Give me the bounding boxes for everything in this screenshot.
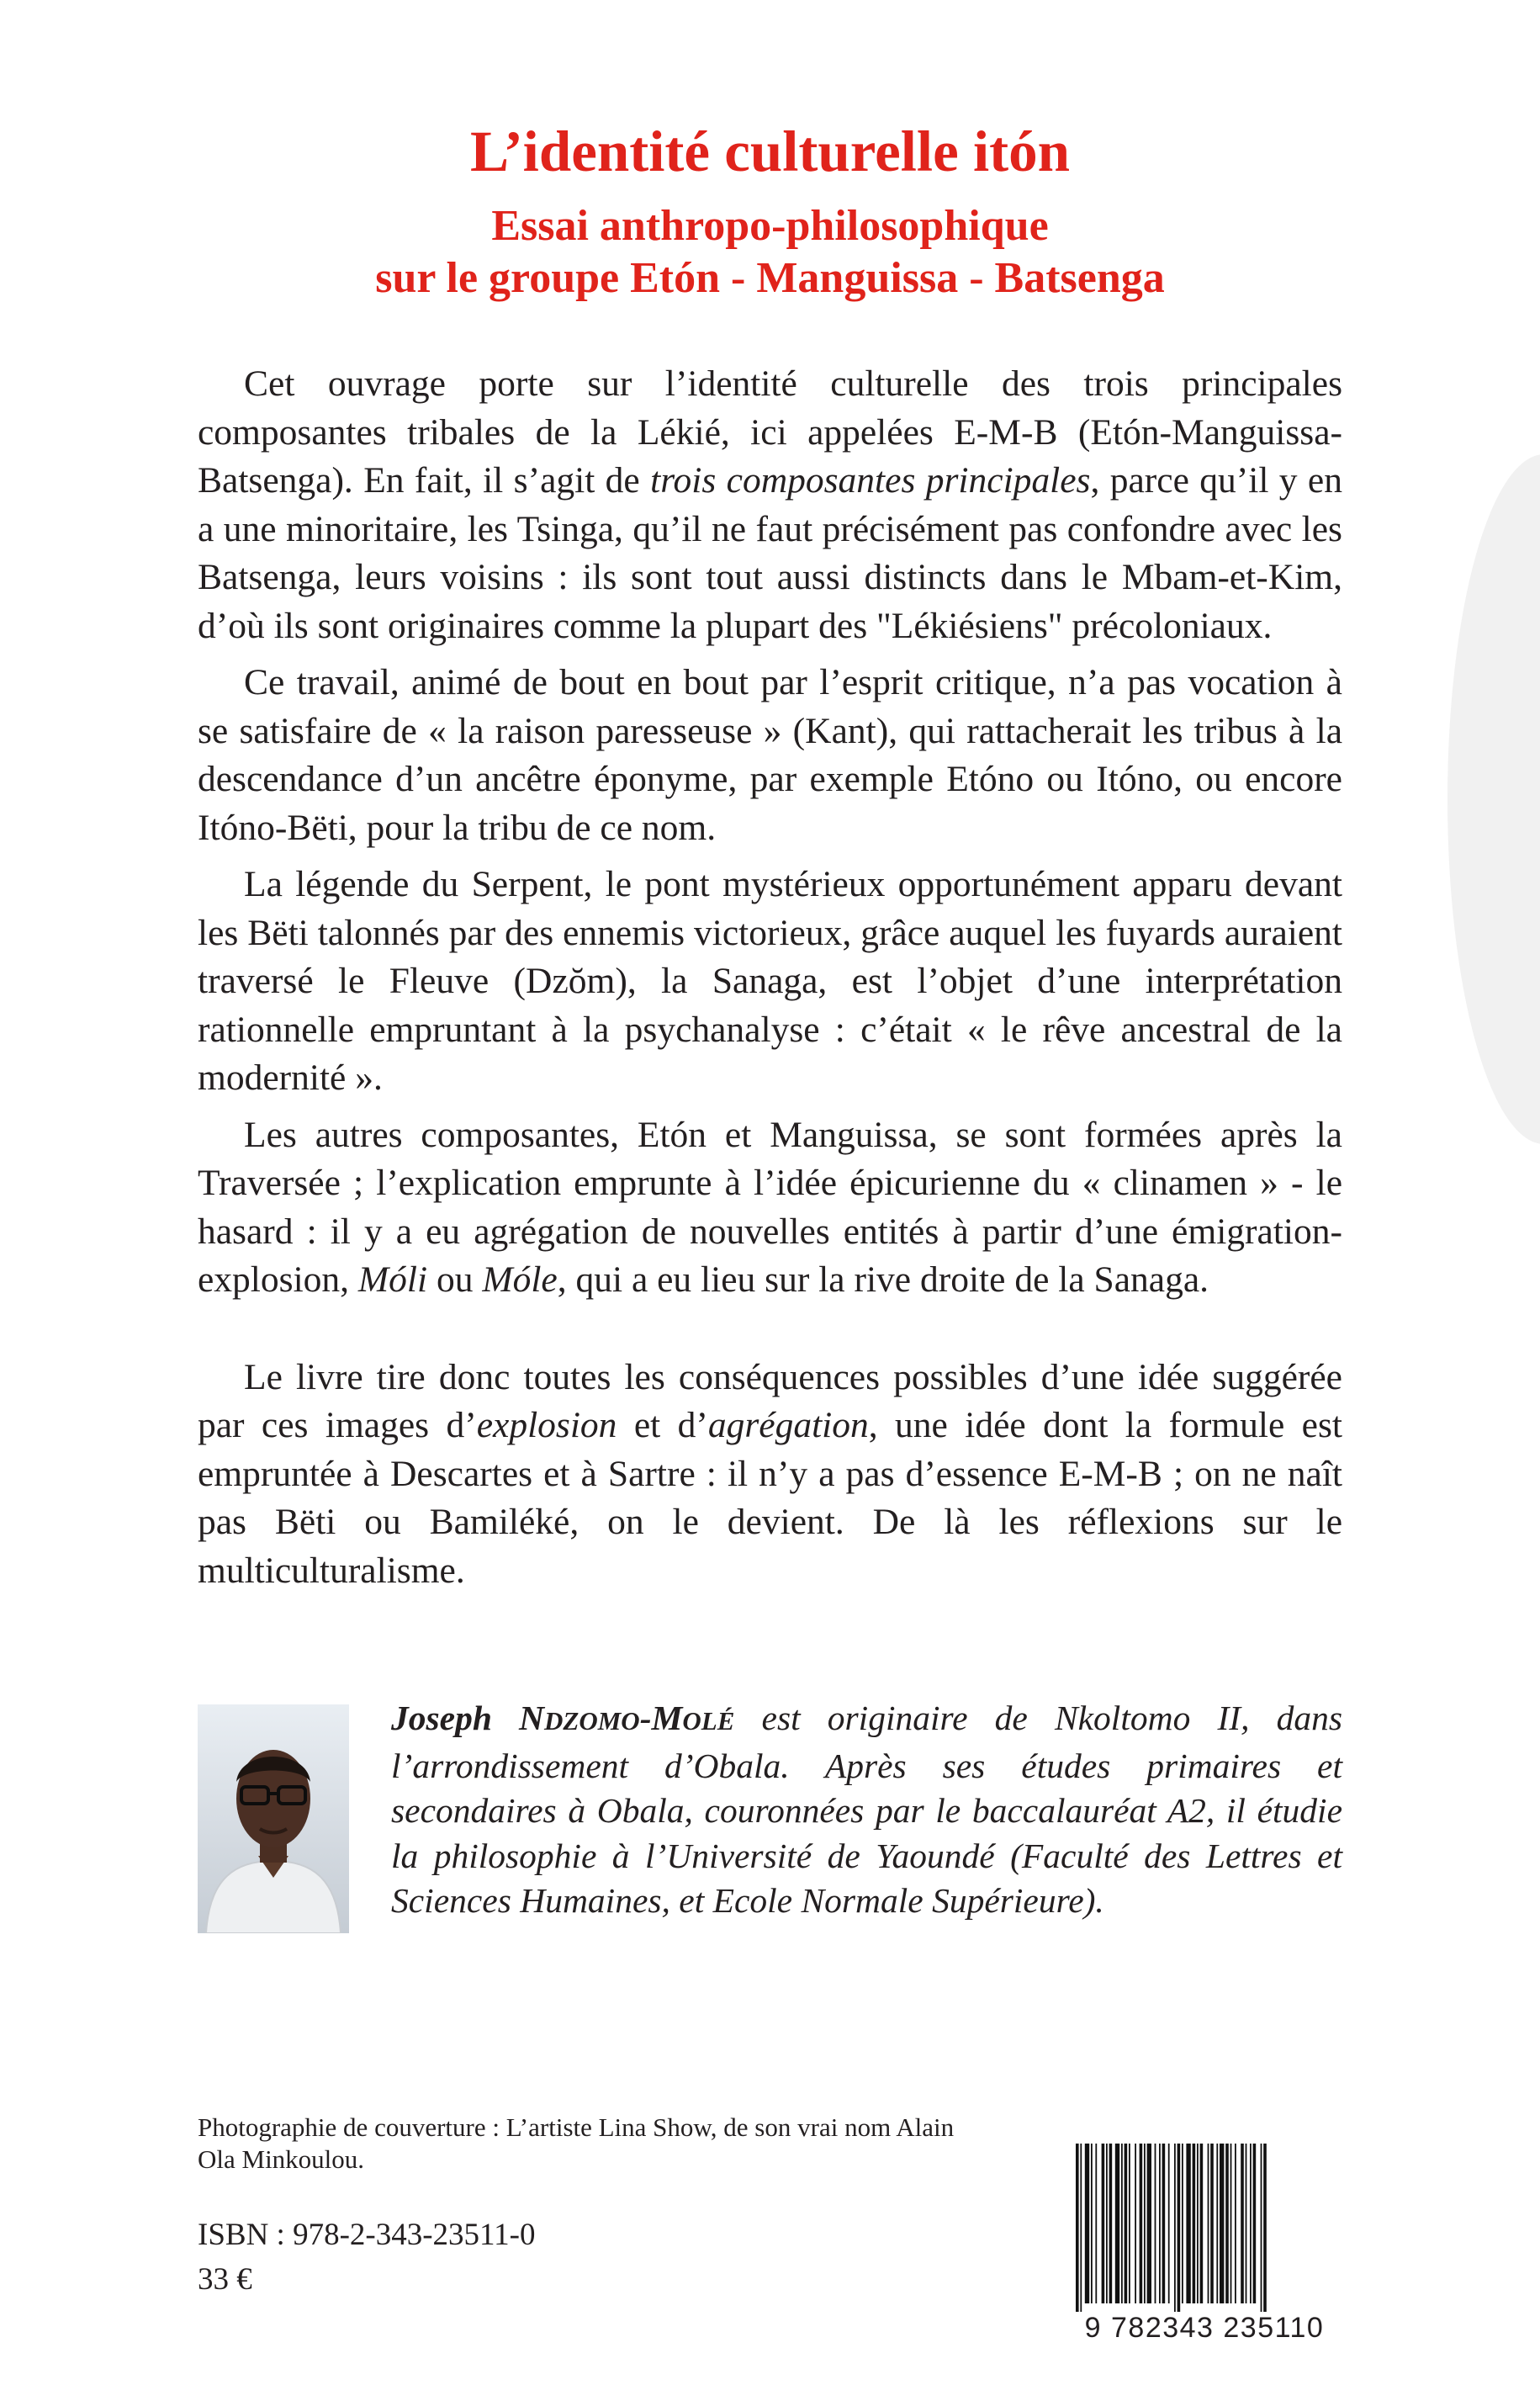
barcode-bar — [1109, 2144, 1113, 2303]
barcode-bar — [1140, 2144, 1143, 2303]
barcode-bar — [1168, 2144, 1170, 2303]
barcode-bar — [1182, 2144, 1183, 2303]
isbn: ISBN : 978-2-343-23511-0 — [198, 2218, 536, 2252]
barcode-bar — [1125, 2144, 1128, 2303]
barcode-bar — [1208, 2144, 1209, 2303]
barcode — [1071, 2144, 1338, 2344]
barcode-bar — [1246, 2144, 1247, 2303]
barcode-bar — [1230, 2144, 1232, 2303]
author-name: Joseph NDZOMO-MOLÉ — [391, 1699, 735, 1737]
paragraph: Les autres composantes, Etón et Manguissa, se sont formées après la Traversée ; l’explication emprunte à l’idée épicurienne du « clinamen » - le hasard : il y a eu agrégation de nouvelles entités à partir d’une émigration-explosion, Móli ou Móle, qui a eu lieu sur la rive droite de la Sanaga. — [198, 1114, 1342, 1300]
paragraph: Cet ouvrage porte sur l’identité culturelle des trois principales composantes tribales de la Lékié, ici appelées E-M-B (Etón-Manguissa-Batsenga). En fait, il s’agit de trois composantes principales, parce qu’il y en a une minoritaire, les Tsinga, qu’il ne faut précisément pas confondre avec les Batsenga, leurs voisins : ils sont tout aussi distincts dans le Mbam-et-Kim, d’où ils sont originaires comme la plupart des "Lékiésiens" précoloniaux. — [198, 363, 1342, 646]
paragraph: La légende du Serpent, le pont mystérieux opportunément apparu devant les Bëti talonnés par des ennemis victorieux, grâce auquel les fuyards auraient traversé le Fleuve (Dzŏm), la Sanaga, est l’objet d’une interprétation rationnelle empruntant à la psychanalyse : c’était « le rêve ancestral de la modernité ». — [198, 864, 1342, 1098]
barcode-bar — [1253, 2144, 1257, 2303]
barcode-bar — [1121, 2144, 1123, 2303]
subtitle-line-2: sur le groupe Etón - Manguissa - Batsenga — [375, 254, 1165, 302]
author-bio — [391, 1696, 1342, 1924]
barcode-bar — [1076, 2144, 1079, 2312]
paragraph: Ce travail, animé de bout en bout par l’esprit critique, n’a pas vocation à se satisfaire de « la raison paresseuse » (Kant), qui rattacherait les tribus à la descendance d’un ancêtre éponyme, par exemple Etóno ou Itóno, ou encore Itóno-Bëti, pour la tribu de ce nom. — [198, 662, 1342, 848]
barcode-bar — [1106, 2144, 1108, 2303]
barcode-bar — [1193, 2144, 1196, 2303]
barcode-bar — [1241, 2144, 1244, 2303]
barcode-bar — [1216, 2144, 1218, 2303]
barcode-bar — [1235, 2144, 1236, 2303]
barcode-bar — [1135, 2144, 1136, 2303]
barcode-bar — [1177, 2144, 1181, 2312]
barcode-bar — [1085, 2144, 1089, 2303]
title-block — [0, 118, 1540, 305]
barcode-bar — [1162, 2144, 1166, 2303]
photo-credit: Photographie de couverture : L’artiste Lina Show, de son vrai nom Alain Ola Minkoulou. — [198, 2112, 955, 2174]
barcode-bar — [1155, 2144, 1156, 2303]
book-subtitle — [0, 200, 1540, 305]
barcode-bar — [1220, 2144, 1224, 2303]
barcode-bar — [1091, 2144, 1093, 2303]
barcode-digits: 9 782343 235110 — [1084, 2312, 1325, 2344]
barcode-bar — [1159, 2144, 1161, 2303]
barcode-bar — [1102, 2144, 1105, 2303]
barcode-bar — [1147, 2144, 1151, 2303]
barcode-bar — [1080, 2144, 1082, 2312]
barcode-icon — [1071, 2144, 1338, 2312]
price: 33 € — [198, 2262, 252, 2297]
barcode-bar — [1210, 2144, 1214, 2303]
barcode-bar — [1200, 2144, 1204, 2303]
author-bio-text: est originaire de Nkoltomo II, dans l’arrondissement d’Obala. Après ses études primaires et secondaires à Obala, couronnées par le baccalauréat A2, il étudie la philosophie à l’Université de Yaoundé (Faculté des Lettres et Sciences Humaines, et Ecole Normale Supérieure). — [391, 1699, 1342, 1920]
book-title: L’identité culturelle itón — [470, 119, 1070, 183]
barcode-bar — [1250, 2144, 1252, 2303]
barcode-bar — [1129, 2144, 1130, 2303]
summary-text — [198, 360, 1342, 1595]
barcode-bar — [1261, 2144, 1262, 2312]
barcode-bar — [1263, 2144, 1267, 2312]
barcode-bar — [1174, 2144, 1176, 2312]
barcode-bar — [1225, 2144, 1229, 2303]
author-portrait-icon — [198, 1704, 349, 1933]
barcode-bar — [1144, 2144, 1146, 2303]
author-photo — [198, 1704, 349, 1933]
barcode-bar — [1197, 2144, 1199, 2303]
subtitle-line-1: Essai anthropo-philosophique — [491, 202, 1049, 250]
barcode-bar — [1095, 2144, 1097, 2303]
edge-decoration — [1447, 454, 1540, 1144]
barcode-bar — [1186, 2144, 1190, 2303]
barcode-bar — [1115, 2144, 1119, 2303]
paragraph: Le livre tire donc toutes les conséquences possibles d’une idée suggérée par ces images d’explosion et d’agrégation, une idée dont la formule est empruntée à Descartes et à Sartre : il n’y a pas d’essence E-M-B ; on ne naît pas Bëti ou Bamiléké, on le devient. De là les réflexions sur le multiculturalisme. — [198, 1356, 1343, 1591]
